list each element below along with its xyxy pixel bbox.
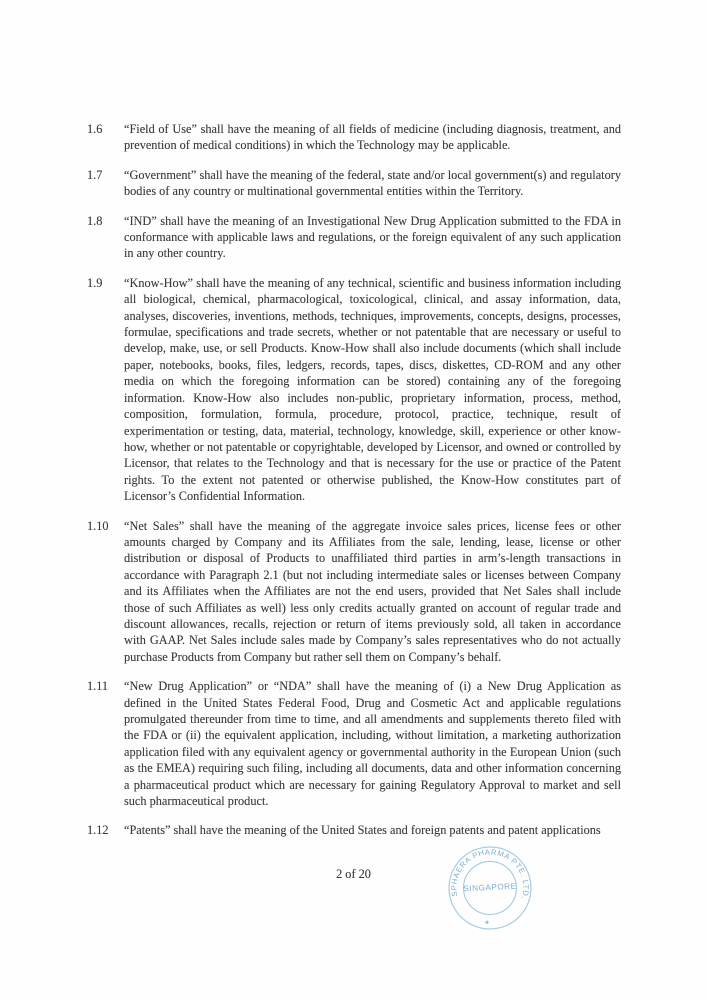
stamp-star-icon: ★ [483, 918, 491, 927]
paragraph [87, 822, 621, 838]
page-number: 2 of 20 [336, 867, 371, 881]
paragraph-number: 1.9 [87, 275, 103, 290]
stamp-ring-text: SPHAERA PHARMA PTE. LTD. [449, 847, 531, 901]
paragraph-text: “Field of Use” shall have the meaning of all fields of medicine (including diagnosis, treatment, and prevention of medical conditions) in which the Technology may be applicable. [124, 122, 621, 153]
paragraph [87, 121, 621, 154]
paragraph-text: “Patents” shall have the meaning of the United States and foreign patents and patent applications [124, 823, 601, 838]
paragraph-number: 1.10 [87, 518, 109, 533]
paragraph [87, 275, 621, 505]
paragraph-text: “Know-How” shall have the meaning of any technical, scientific and business information including all biological, chemical, pharmacological, toxicological, clinical, and assay information, data, analyses, discoveries, inventions, methods, techniques, improvements, concepts, designs, processes, formulae, specifications and trade secrets, whether or not patentable that are necessary or useful to develop, make, use, or sell Products. Know-How shall also include documents (which shall include paper, notebooks, books, files, ledgers, records, tapes, discs, diskettes, CD-ROM and any other media on which the foregoing information can be stored) containing any of the foregoing information. Know-How also includes non-public, proprietary information, process, method, composition, formulation, formula, procedure, protocol, practice, technique, result of experimentation or testing, data, material, technology, knowledge, skill, experience or other know-how, whether or not patentable or copyrightable, developed by Licensor, and owned or controlled by Licensor, that relates to the Technology and that is necessary for the use or practice of the Patent rights. To the extent not patented or otherwise published, the Know-How constitutes part of Licensor’s Confidential Information. [124, 275, 621, 504]
company-stamp [440, 838, 540, 938]
paragraph-number: 1.11 [87, 679, 109, 694]
definitions-section [87, 121, 621, 852]
stamp-center-text: SINGAPORE [463, 881, 517, 894]
paragraph-text: “Government” shall have the meaning of the federal, state and/or local government(s) and regulatory bodies of any country or multinational governmental entities within the Territory. [124, 167, 621, 199]
paragraph-text: “Net Sales” shall have the meaning of the aggregate invoice sales prices, license fees or other amounts charged by Company and its Affiliates from the sale, lending, lease, license or other distribution or disposal of Products to unaffiliated third parties in arm’s-length transactions in accordance with Paragraph 2.1 (but not including intermediate sales or licenses between Company and its Affiliates when the Affiliates are not the end users, provided that Net Sales shall include those of such Affiliates as well) less only credits actually granted on account of regular trade and discount allowances, recalls, rejection or return of items previously sold, all taken in accordance with GAAP. Net Sales include sales made by Company’s sales representatives who do not actually purchase Products from Company but rather sell them on Company’s behalf. [124, 518, 621, 664]
paragraph-text: “New Drug Application” or “NDA” shall have the meaning of (i) a New Drug Application as defined in the United States Federal Food, Drug and Cosmetic Act and applicable regulations promulgated thereunder from time to time, and all amendments and supplements thereto filed with the FDA or (ii) the equivalent application, including, without limitation, a marketing authorization application filed with any equivalent agency or governmental authority in the European Union (such as the EMEA) requiring such filing, including all documents, data and other information concerning a pharmaceutical product which are necessary for gaining Regulatory Approval to market and sell such pharmaceutical product. [124, 679, 621, 809]
paragraph-text: “IND” shall have the meaning of an Investigational New Drug Application submitted to the FDA in conformance with applicable laws and regulations, or the foreign equivalent of any such application in any other country. [124, 213, 621, 261]
paragraph-number: 1.7 [87, 167, 103, 182]
paragraph [87, 167, 621, 200]
paragraph [87, 678, 621, 809]
paragraph-number: 1.6 [87, 122, 103, 136]
paragraph-number: 1.8 [87, 213, 103, 228]
paragraph [87, 213, 621, 262]
stamp-graphic [440, 838, 540, 938]
paragraph [87, 518, 621, 666]
paragraph-number: 1.12 [87, 823, 109, 838]
